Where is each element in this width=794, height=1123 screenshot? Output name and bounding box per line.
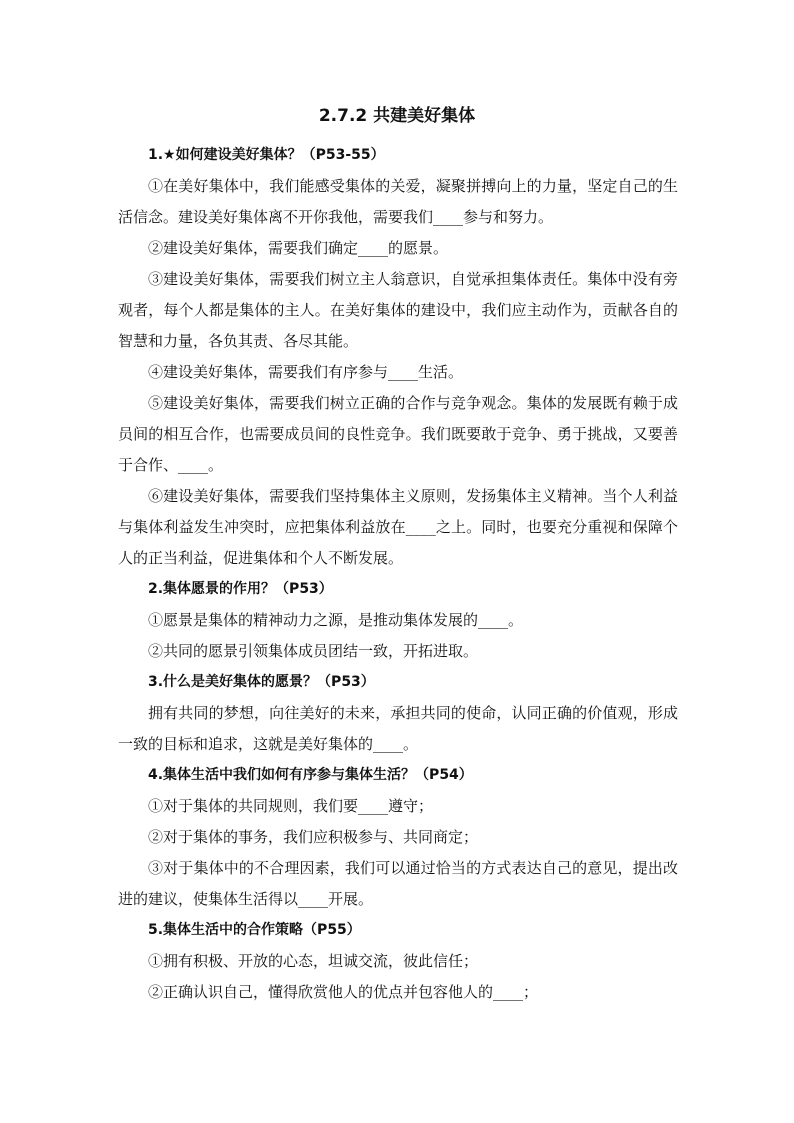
question-4-heading: 4.集体生活中我们如何有序参与集体生活？（P54） (148, 767, 473, 783)
q1-point-5: ⑤建设美好集体，需要我们树立正确的合作与竞争观念。集体的发展既有赖于成员间的相互合作，也需要成员间的良性竞争。我们既要敢于竞争、勇于挑战，又要善于合作、____。 (118, 394, 678, 474)
q1-point-3: ③建设美好集体，需要我们树立主人翁意识，自觉承担集体责任。集体中没有旁观者，每个人都是集体的主人。在美好集体的建设中，我们应主动作为，贡献各自的智慧和力量，各负其责、各尽其能。 (118, 270, 678, 350)
q2-point-2: ②共同的愿景引领集体成员团结一致，开拓进取。 (148, 642, 479, 660)
q5-point-1: ①拥有积极、开放的心态，坦诚交流，彼此信任； (148, 952, 479, 970)
q4-point-1: ①对于集体的共同规则，我们要____遵守； (148, 797, 434, 815)
q4-point-3: ③对于集体中的不合理因素，我们可以通过恰当的方式表达自己的意见，提出改进的建议，使集体生活得以____开展。 (118, 859, 678, 908)
question-5-heading: 5.集体生活中的合作策略（P55） (148, 922, 361, 938)
q1-point-1: ①在美好集体中，我们能感受集体的关爱，凝聚拼搏向上的力量，坚定自己的生活信念。建设美好集体离不开你我他，需要我们____参与和努力。 (118, 177, 678, 226)
page-title: 2.7.2 共建美好集体 (318, 106, 476, 126)
q5-point-2: ②正确认识自己，懂得欣赏他人的优点并包容他人的____； (148, 983, 539, 1001)
q1-point-6: ⑥建设美好集体，需要我们坚持集体主义原则，发扬集体主义精神。当个人利益与集体利益发生冲突时，应把集体利益放在____之上。同时，也要充分重视和保障个人的正当利益，促进集体和个人不断发展。 (118, 487, 678, 567)
question-3-heading: 3.什么是美好集体的愿景？（P53） (148, 674, 375, 690)
q1-point-4: ④建设美好集体，需要我们有序参与____生活。 (148, 363, 464, 381)
q3-point-1: 拥有共同的梦想，向往美好的未来，承担共同的使命，认同正确的价值观，形成一致的目标和追求，这就是美好集体的____。 (118, 704, 678, 753)
document-body (118, 140, 678, 1008)
q4-point-2: ②对于集体的事务，我们应积极参与、共同商定； (148, 828, 479, 846)
question-2-heading: 2.集体愿景的作用？（P53） (148, 581, 333, 597)
q1-point-2: ②建设美好集体，需要我们确定____的愿景。 (148, 239, 449, 257)
question-1-heading: 1.★如何建设美好集体？（P53-55） (148, 147, 385, 163)
q2-point-1: ①愿景是集体的精神动力之源，是推动集体发展的____。 (148, 611, 524, 629)
